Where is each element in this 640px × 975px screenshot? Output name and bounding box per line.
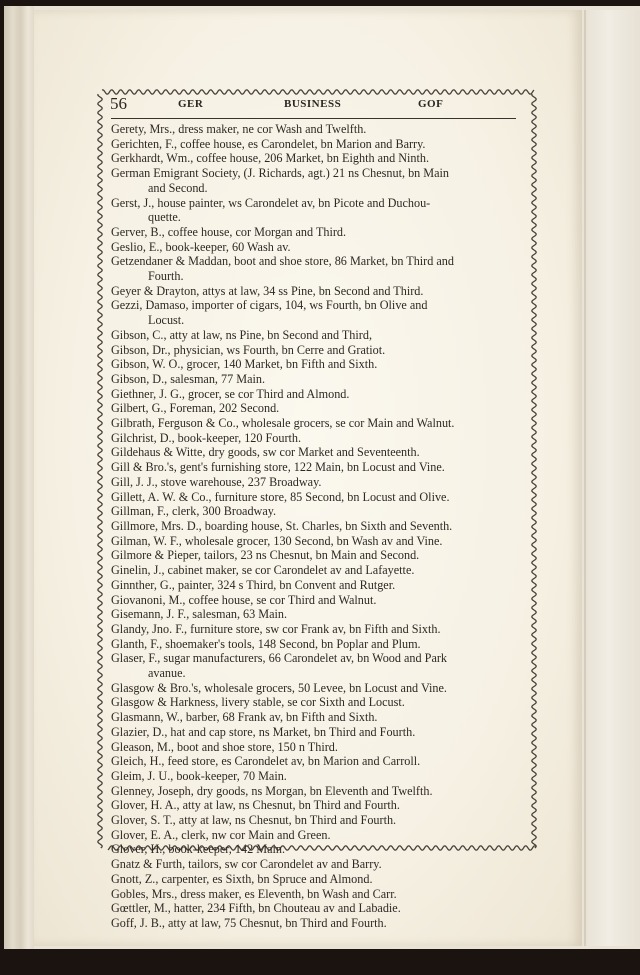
entry-text: Gilmore & Pieper, tailors, 23 ns Chesnut, bn Main and Second. xyxy=(111,548,420,563)
directory-entry xyxy=(111,460,529,475)
entry-text: Gerver, B., coffee house, cor Morgan and Third. xyxy=(111,224,347,239)
entry-continuation: quette. xyxy=(148,210,181,225)
entry-text: Giovanoni, M., coffee house, se cor Third and Walnut. xyxy=(111,592,377,607)
entry-text: German Emigrant Society, (J. Richards, agt.) 21 ns Chesnut, bn Main xyxy=(111,166,450,181)
directory-entry xyxy=(111,445,529,460)
left-guide-word: GER xyxy=(178,98,204,110)
directory-entry xyxy=(111,519,529,534)
directory-entry xyxy=(111,284,529,299)
entry-text: Glanth, F., shoemaker's tools, 148 Second, bn Poplar and Plum. xyxy=(111,636,421,651)
header-rule xyxy=(111,118,516,119)
directory-entry xyxy=(111,769,529,784)
entry-text: Gibson, Dr., physician, ws Fourth, bn Cerre and Gratiot. xyxy=(111,342,386,357)
page-number: 56 xyxy=(110,94,127,113)
directory-entry xyxy=(111,225,529,240)
directory-entry xyxy=(111,784,529,799)
entry-continuation: Locust. xyxy=(148,313,185,328)
entry-text: Gnatz & Furth, tailors, sw cor Carondelet av and Barry. xyxy=(111,857,382,872)
directory-entry xyxy=(111,254,529,283)
entry-text: Glover, H., book-keeper, 142 Main. xyxy=(111,842,286,857)
entry-text: Gibson, D., salesman, 77 Main. xyxy=(111,371,266,386)
entry-text: Gill & Bro.'s, gent's furnishing store, 122 Main, bn Locust and Vine. xyxy=(111,460,445,475)
directory-entry xyxy=(111,637,529,652)
directory-entry xyxy=(111,475,529,490)
directory-entry xyxy=(111,828,529,843)
entry-text: Glazier, D., hat and cap store, ns Market, bn Third and Fourth. xyxy=(111,724,416,739)
directory-entry xyxy=(111,416,529,431)
entry-text: Gleason, M., boot and shoe store, 150 n Third. xyxy=(111,739,338,754)
directory-entry xyxy=(111,328,529,343)
entry-text: Gibson, W. O., grocer, 140 Market, bn Fifth and Sixth. xyxy=(111,357,378,372)
entry-text: Ginnther, G., painter, 324 s Third, bn Convent and Rutger. xyxy=(111,577,396,592)
directory-entry xyxy=(111,651,529,680)
section-title: BUSINESS xyxy=(284,98,342,110)
entry-text: Glandy, Jno. F., furniture store, sw cor Frank av, bn Fifth and Sixth. xyxy=(111,621,441,636)
directory-entry xyxy=(111,622,529,637)
directory-entry xyxy=(111,343,529,358)
entry-text: Glaser, F., sugar manufacturers, 66 Carondelet av, bn Wood and Park xyxy=(111,651,448,666)
directory-entry xyxy=(111,681,529,696)
directory-entry xyxy=(111,122,529,137)
directory-entry xyxy=(111,754,529,769)
directory-entry xyxy=(111,490,529,505)
entry-text: Gerkhardt, Wm., coffee house, 206 Market, bn Eighth and Ninth. xyxy=(111,151,430,166)
directory-entry xyxy=(111,710,529,725)
entry-text: Glasmann, W., barber, 68 Frank av, bn Fifth and Sixth. xyxy=(111,710,378,725)
entry-continuation: Fourth. xyxy=(148,269,184,284)
entry-text: Glover, H. A., atty at law, ns Chesnut, bn Third and Fourth. xyxy=(111,798,400,813)
directory-entry xyxy=(111,607,529,622)
directory-entry xyxy=(111,298,529,327)
entry-text: Gerst, J., house painter, ws Carondelet av, bn Picote and Duchou- xyxy=(111,195,431,210)
directory-entry xyxy=(111,695,529,710)
entry-text: Gezzi, Damaso, importer of cigars, 104, ws Fourth, bn Olive and xyxy=(111,298,428,313)
wavy-border-line xyxy=(98,94,102,848)
entry-text: Giethner, J. G., grocer, se cor Third and Almond. xyxy=(111,386,350,401)
directory-entry xyxy=(111,504,529,519)
entry-text: Geyer & Drayton, attys at law, 34 ss Pine, bn Second and Third. xyxy=(111,283,424,298)
directory-entry xyxy=(111,387,529,402)
directory-entry xyxy=(111,740,529,755)
entry-text: Gillett, A. W. & Co., furniture store, 85 Second, bn Locust and Olive. xyxy=(111,489,450,504)
directory-entry xyxy=(111,137,529,152)
directory-entry xyxy=(111,578,529,593)
entry-text: Gildehaus & Witte, dry goods, sw cor Market and Seventeenth. xyxy=(111,445,420,460)
entry-text: Glenney, Joseph, dry goods, ns Morgan, bn Eleventh and Twelfth. xyxy=(111,783,433,798)
directory-entry xyxy=(111,372,529,387)
directory-entry xyxy=(111,166,529,195)
entry-text: Gerety, Mrs., dress maker, ne cor Wash and Twelfth. xyxy=(111,122,367,136)
entry-text: Gisemann, J. F., salesman, 63 Main. xyxy=(111,607,288,622)
entry-text: Getzendaner & Maddan, boot and shoe store, 86 Market, bn Third and xyxy=(111,254,454,269)
entry-text: Gilman, W. F., wholesale grocer, 130 Second, bn Wash av and Vine. xyxy=(111,533,443,548)
directory-entry xyxy=(111,593,529,608)
entry-text: Gibson, C., atty at law, ns Pine, bn Second and Third, xyxy=(111,327,372,342)
directory-entry xyxy=(111,563,529,578)
entry-continuation: avanue. xyxy=(148,666,186,681)
directory-entry xyxy=(111,431,529,446)
facing-page-edge xyxy=(584,10,640,946)
directory-entry xyxy=(111,916,529,931)
page-header xyxy=(110,94,520,116)
directory-entry xyxy=(111,240,529,255)
directory-entry xyxy=(111,798,529,813)
directory-entry xyxy=(111,842,529,857)
entry-text: Gilbert, G., Foreman, 202 Second. xyxy=(111,401,280,416)
directory-entry xyxy=(111,151,529,166)
entry-text: Glasgow & Harkness, livery stable, se cor Sixth and Locust. xyxy=(111,695,405,710)
entry-text: Gleich, H., feed store, es Carondelet av, bn Marion and Carroll. xyxy=(111,754,421,769)
entry-text: Glasgow & Bro.'s, wholesale grocers, 50 Levee, bn Locust and Vine. xyxy=(111,680,447,695)
entry-text: Gilbrath, Ferguson & Co., wholesale grocers, se cor Main and Walnut. xyxy=(111,416,455,431)
entry-text: Geslio, E., book-keeper, 60 Wash av. xyxy=(111,239,291,254)
entry-continuation: and Second. xyxy=(148,180,208,195)
directory-entry xyxy=(111,401,529,416)
entry-text: Goff, J. B., atty at law, 75 Chesnut, bn Third and Fourth. xyxy=(111,915,387,930)
directory-entry xyxy=(111,813,529,828)
directory-entry xyxy=(111,534,529,549)
directory-entry xyxy=(111,357,529,372)
directory-entry xyxy=(111,196,529,225)
book-page-edges xyxy=(4,6,34,949)
wavy-border-line xyxy=(532,94,536,848)
entry-text: Gillmore, Mrs. D., boarding house, St. Charles, bn Sixth and Seventh. xyxy=(111,518,453,533)
entry-text: Gerichten, F., coffee house, es Carondelet, bn Marion and Barry. xyxy=(111,136,426,151)
entry-text: Gœttler, M., hatter, 234 Fifth, bn Chouteau av and Labadie. xyxy=(111,901,401,916)
entry-text: Gnott, Z., carpenter, es Sixth, bn Spruce and Almond. xyxy=(111,871,373,886)
directory-entry xyxy=(111,548,529,563)
entry-text: Gillman, F., clerk, 300 Broadway. xyxy=(111,504,277,519)
entry-text: Glover, S. T., atty at law, ns Chesnut, bn Third and Fourth. xyxy=(111,813,397,828)
directory-entry xyxy=(111,857,529,872)
entry-text: Gobles, Mrs., dress maker, es Eleventh, bn Wash and Carr. xyxy=(111,886,397,901)
right-guide-word: GOF xyxy=(418,98,444,110)
entry-text: Ginelin, J., cabinet maker, se cor Carondelet av and Lafayette. xyxy=(111,563,415,578)
directory-entry xyxy=(111,901,529,916)
directory-entry xyxy=(111,725,529,740)
entry-text: Gilchrist, D., book-keeper, 120 Fourth. xyxy=(111,430,302,445)
directory-entry xyxy=(111,887,529,902)
directory-entry xyxy=(111,872,529,887)
entry-text: Gill, J. J., stove warehouse, 237 Broadway. xyxy=(111,474,322,489)
entry-text: Glover, E. A., clerk, nw cor Main and Green. xyxy=(111,827,331,842)
directory-entries xyxy=(111,122,529,931)
entry-text: Gleim, J. U., book-keeper, 70 Main. xyxy=(111,768,287,783)
